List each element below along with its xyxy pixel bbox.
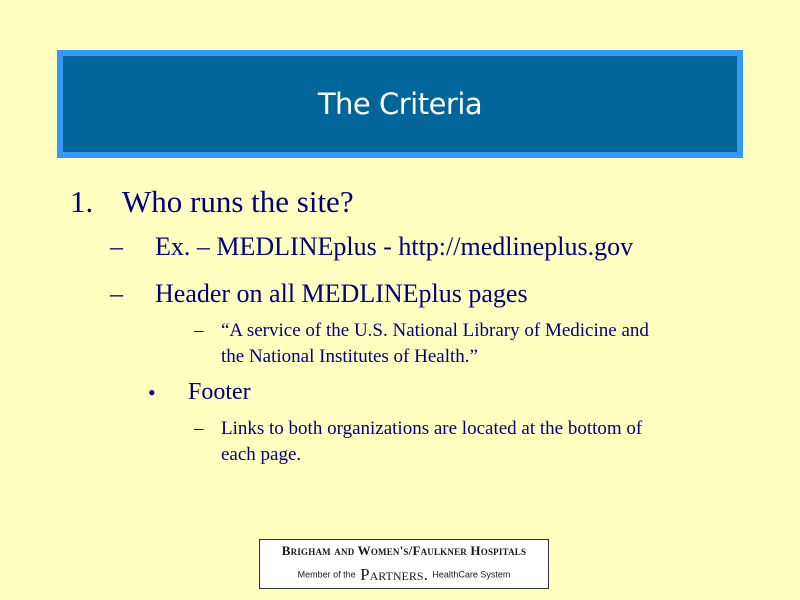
- slide-title: The Criteria: [317, 87, 483, 121]
- item-footer: Footer: [188, 379, 251, 405]
- item-number-1: 1.: [70, 184, 94, 219]
- item-quote-line1: “A service of the U.S. National Library of Medicine and: [221, 320, 649, 341]
- logo-partners-text: Partners.: [360, 565, 428, 584]
- item-example: Ex. – MEDLINEplus - http://medlineplus.gov: [155, 232, 634, 261]
- item-who-runs: Who runs the site?: [122, 184, 354, 219]
- dash-marker: –: [110, 232, 123, 261]
- logo-member-text: Member of the: [297, 569, 356, 580]
- dash-marker: –: [194, 320, 204, 341]
- item-header: Header on all MEDLINEplus pages: [155, 279, 528, 308]
- partners-logo: [259, 539, 549, 589]
- title-box: [57, 50, 743, 158]
- dash-marker: –: [110, 279, 123, 308]
- bullet-marker: •: [148, 380, 156, 405]
- item-quote-line2: the National Institutes of Health.”: [221, 346, 478, 367]
- logo-hospitals-text: Brigham and Women's/Faulkner Hospitals: [281, 543, 527, 558]
- item-links-line2: each page.: [221, 444, 302, 465]
- title-inner: [63, 56, 737, 152]
- logo-bottom-row: [260, 565, 548, 585]
- item-links-line1: Links to both organizations are located at the bottom of: [221, 418, 643, 439]
- dash-marker: –: [194, 418, 204, 439]
- logo-healthcare-text: HealthCare System: [432, 569, 511, 580]
